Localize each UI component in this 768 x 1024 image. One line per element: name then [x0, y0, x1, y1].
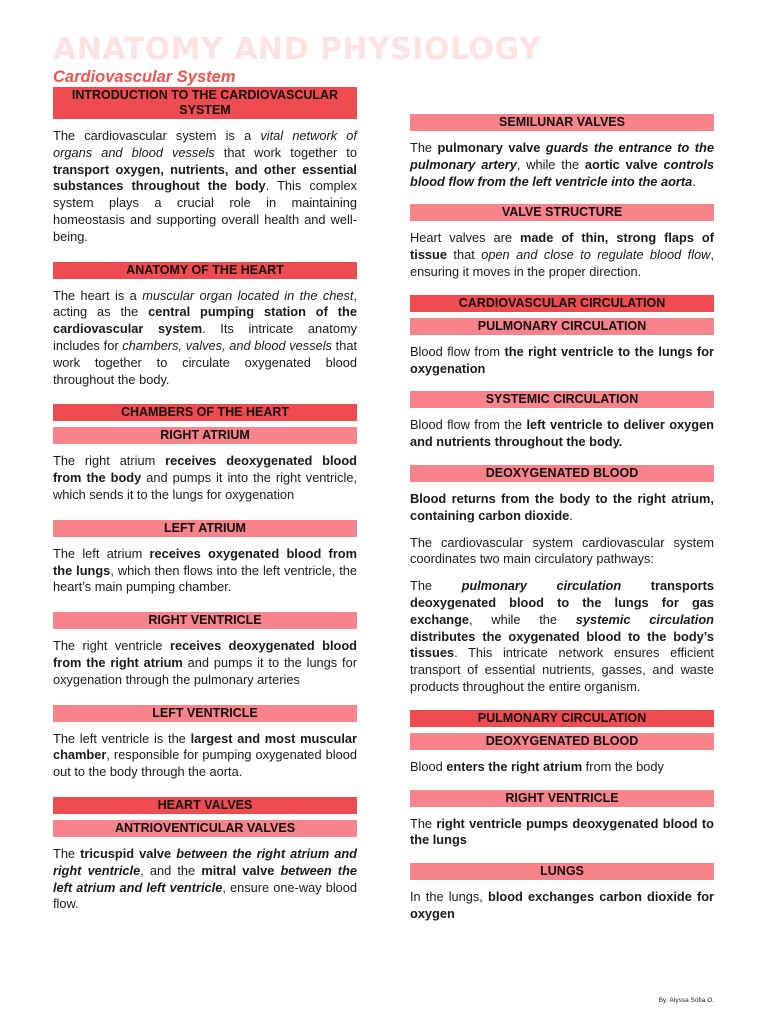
text-run: left ventricle to deliver oxygen and nutrients throughout the body. — [410, 417, 714, 450]
subsection-heading-antrioventicular-valves: ANTRIOVENTICULAR VALVES — [53, 820, 357, 837]
text-run: The right ventricle — [53, 638, 170, 654]
subsection-heading-valve-structure: VALVE STRUCTURE — [410, 204, 714, 221]
subsection-heading-deoxygenated-blood: DEOXYGENATED BLOOD — [410, 465, 714, 482]
text-run: The — [53, 845, 81, 861]
text-run: Blood flow from — [410, 343, 505, 359]
text-run: The right atrium — [53, 453, 166, 469]
text-run: The left atrium — [53, 545, 150, 561]
subsection-heading-systemic-circulation: SYSTEMIC CIRCULATION — [410, 391, 714, 408]
text-run: blood exchanges carbon dioxide for oxygen — [410, 889, 715, 921]
subsection-heading-lungs: LUNGS — [410, 863, 714, 880]
text-run: right ventricle pumps deoxygenated blood to the lungs — [410, 815, 714, 848]
text-run: , responsible for pumping oxygenated blood out to the body through the aorta. — [53, 747, 357, 780]
text-run: The — [410, 815, 437, 831]
text-run — [621, 578, 651, 593]
text-run: the right ventricle to the lungs for oxygenation — [410, 343, 714, 376]
text-run: tricuspid valve — [80, 845, 172, 861]
text-run: receives oxygenated blood from the lungs — [53, 545, 357, 578]
text-run: , while the — [469, 611, 576, 627]
text-run: The left ventricle is the — [53, 730, 191, 746]
right-column — [410, 114, 714, 933]
subsection-heading-right-ventricle: RIGHT VENTRICLE — [53, 612, 357, 629]
text-run: . This complex system plays a crucial role in maintaining homeostasis and supporting overall health and well-being. — [53, 178, 357, 244]
body-paragraph — [53, 128, 357, 246]
text-run: . This intricate network ensures efficient transport of essential nutrients, gasses, and waste products throughout the entire organism. — [410, 645, 714, 694]
page-title: ANATOMY AND PHYSIOLOGY — [53, 32, 542, 67]
text-run: , ensure one-way blood flow. — [53, 879, 358, 912]
subsection-heading-left-ventricle: LEFT VENTRICLE — [53, 705, 357, 722]
text-run: In the lungs, — [410, 889, 488, 905]
body-paragraph — [410, 535, 714, 569]
text-run: Blood flow from the — [410, 417, 527, 433]
text-run: Blood returns from the body to the right atrium, containing carbon dioxide — [410, 490, 714, 523]
section-heading-heart-valves: HEART VALVES — [53, 797, 357, 814]
body-paragraph — [410, 140, 714, 190]
subsection-heading-right-ventricle: RIGHT VENTRICLE — [410, 790, 714, 807]
body-paragraph — [410, 230, 714, 280]
text-run: and pumps it to the lungs for oxygenation through the pulmonary arteries — [53, 654, 357, 687]
text-run: Heart valves are — [410, 230, 520, 246]
body-paragraph — [410, 491, 714, 525]
page-subtitle: Cardiovascular System — [53, 68, 236, 86]
body-paragraph — [410, 578, 714, 696]
subsection-heading-left-atrium: LEFT ATRIUM — [53, 520, 357, 537]
body-paragraph — [410, 889, 714, 923]
body-paragraph — [410, 759, 714, 776]
section-heading-introduction-to-the-cardiovascular-system: INTRODUCTION TO THE CARDIOVASCULAR SYSTEM — [53, 87, 357, 119]
text-run: muscular organ located in the chest — [142, 287, 354, 303]
text-run: , ensuring it moves in the proper direction. — [410, 247, 714, 279]
text-run: enters the right atrium — [446, 758, 583, 774]
body-paragraph — [53, 638, 357, 688]
text-run: central pumping station of the cardiovascular system — [53, 304, 357, 337]
left-column — [53, 87, 357, 923]
text-run: . — [692, 173, 696, 189]
text-run: aortic valve — [584, 156, 658, 172]
text-run: receives deoxygenated blood from the right atrium — [53, 638, 357, 670]
text-run: controls blood flow from the left ventricle into the aorta — [410, 156, 714, 189]
body-paragraph — [53, 288, 357, 389]
text-run: pulmonary valve — [437, 140, 541, 155]
body-paragraph — [53, 731, 357, 781]
text-run: from the body — [582, 758, 664, 774]
body-paragraph — [410, 816, 714, 850]
text-run: made of thin, strong flaps of tissue — [410, 230, 714, 263]
text-run: open and close to regulate blood flow — [481, 247, 711, 263]
text-run: vital network of organs and blood vessels — [53, 128, 357, 160]
text-run: The cardiovascular system cardiovascular system coordinates two main circulatory pathways: — [410, 534, 714, 567]
text-run: between the left atrium and left ventricle — [53, 862, 357, 895]
text-run: and pumps it into the right ventricle, which sends it to the lungs for oxygenation — [53, 470, 357, 502]
body-paragraph — [410, 417, 714, 451]
text-run: that work together to circulate oxygenated blood throughout the body. — [53, 337, 358, 387]
text-run: receives deoxygenated blood from the body — [53, 453, 357, 486]
body-paragraph — [410, 344, 714, 378]
section-heading-chambers-of-the-heart: CHAMBERS OF THE HEART — [53, 404, 357, 421]
section-heading-anatomy-of-the-heart: ANATOMY OF THE HEART — [53, 262, 357, 279]
text-run: that — [447, 247, 482, 263]
text-run: transport oxygen, nutrients, and other essential substances throughout the body — [53, 161, 357, 194]
author-credit: By: Alyssa Sofia O. — [658, 997, 714, 1004]
text-run: , while the — [516, 156, 585, 172]
text-run: The — [410, 578, 462, 594]
text-run: that work together to — [214, 144, 357, 160]
body-paragraph — [53, 453, 357, 503]
text-run: mitral valve — [201, 862, 275, 878]
text-run: distributes the oxygenated blood to the body’s tissues — [410, 628, 714, 661]
subsection-heading-semilunar-valves: SEMILUNAR VALVES — [410, 114, 714, 131]
text-run: , acting as the — [53, 287, 357, 320]
text-run: The heart is a — [53, 287, 143, 303]
text-run: . Its intricate anatomy includes for — [53, 321, 357, 353]
subsection-heading-deoxygenated-blood: DEOXYGENATED BLOOD — [410, 733, 714, 750]
text-run: transports deoxygenated blood to the lungs for gas exchange — [410, 578, 715, 627]
text-run: between the right atrium and right ventricle — [53, 845, 357, 878]
text-run: chambers, valves, and blood vessels — [122, 337, 332, 353]
text-run: pulmonary circulation — [461, 578, 622, 594]
text-run: Blood — [410, 758, 447, 774]
subsection-heading-pulmonary-circulation: PULMONARY CIRCULATION — [410, 318, 714, 335]
body-paragraph — [53, 546, 357, 596]
section-heading-cardiovascular-circulation: CARDIOVASCULAR CIRCULATION — [410, 295, 714, 312]
body-paragraph — [53, 846, 357, 913]
text-run: , and the — [140, 862, 202, 878]
text-run: guards the entrance to the pulmonary artery — [410, 140, 714, 172]
subsection-heading-right-atrium: RIGHT ATRIUM — [53, 427, 357, 444]
text-run: , which then flows into the left ventricle, the heart’s main pumping chamber. — [53, 562, 357, 595]
text-run: The — [410, 140, 438, 155]
text-run: largest and most muscular chamber — [53, 730, 357, 763]
text-run: The cardiovascular system is a — [53, 128, 261, 143]
text-run: systemic circulation — [575, 611, 714, 627]
text-run: . — [569, 507, 573, 523]
section-heading-pulmonary-circulation: PULMONARY CIRCULATION — [410, 710, 714, 727]
